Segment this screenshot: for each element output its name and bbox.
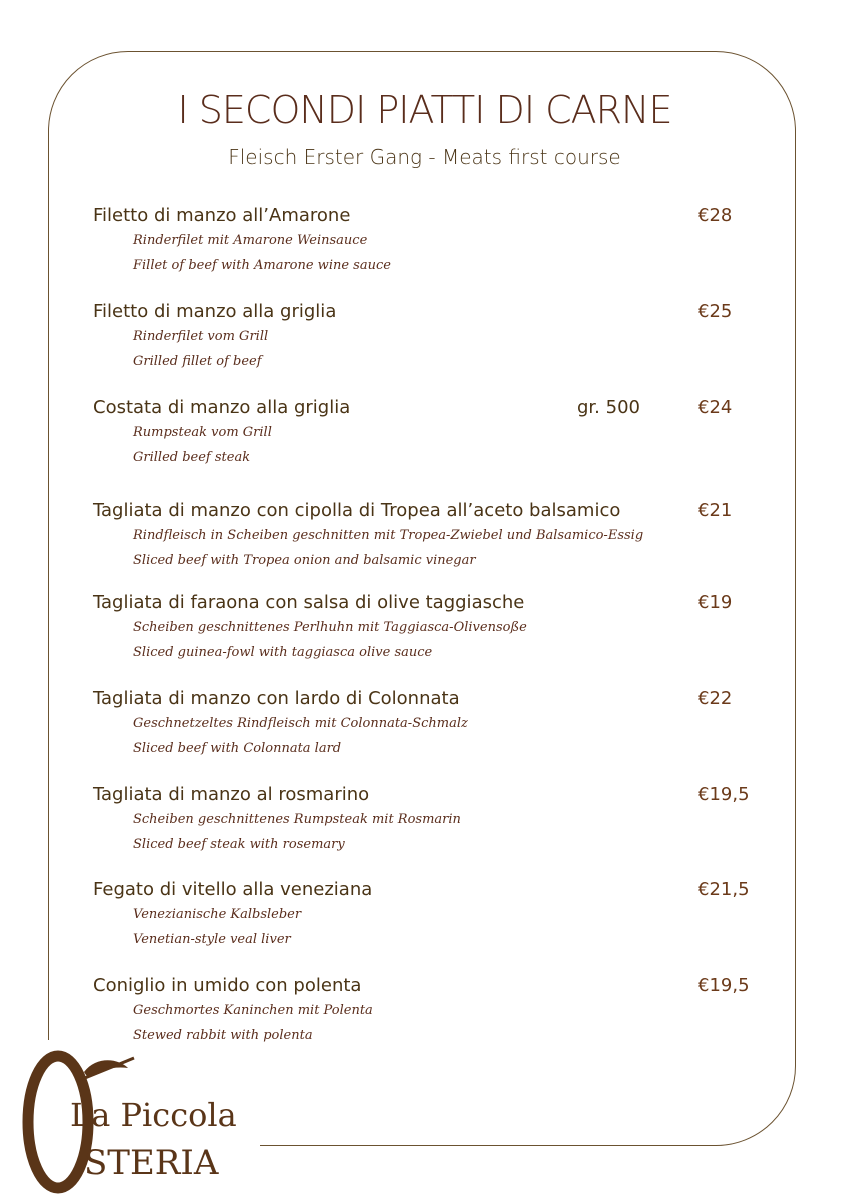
item-price: €19	[698, 592, 733, 613]
item-desc-de: Scheiben geschnittenes Perlhuhn mit Taggiasca-Olivensoße	[133, 620, 527, 635]
page-title: I SECONDI PIATTI DI CARNE	[177, 88, 672, 132]
logo-line1: La Piccola	[70, 1096, 237, 1134]
item-price: €24	[698, 397, 733, 418]
restaurant-logo	[18, 1046, 258, 1196]
item-price: €25	[698, 301, 733, 322]
item-name: Tagliata di manzo al rosmarino	[93, 784, 370, 805]
item-name: Coniglio in umido con polenta	[93, 975, 362, 996]
item-price: €19,5	[698, 975, 750, 996]
item-desc-de: Rinderfilet mit Amarone Weinsauce	[133, 233, 368, 248]
item-price: €22	[698, 688, 733, 709]
item-name: Costata di manzo alla griglia	[93, 397, 351, 418]
item-name: Filetto di manzo alla griglia	[93, 301, 337, 322]
item-desc-en: Sliced guinea-fowl with taggiasca olive sauce	[133, 645, 433, 660]
item-desc-de: Geschmortes Kaninchen mit Polenta	[133, 1003, 373, 1018]
item-desc-en: Sliced beef with Colonnata lard	[133, 741, 342, 756]
item-desc-de: Rinderfilet vom Grill	[133, 329, 269, 344]
item-desc-en: Fillet of beef with Amarone wine sauce	[133, 258, 391, 273]
item-desc-de: Rumpsteak vom Grill	[133, 425, 272, 440]
item-price: €28	[698, 205, 733, 226]
page-subtitle: Fleisch Erster Gang - Meats first course	[228, 145, 621, 169]
item-desc-en: Grilled beef steak	[133, 450, 251, 465]
item-desc-en: Sliced beef steak with rosemary	[133, 837, 345, 852]
item-name: Tagliata di manzo con cipolla di Tropea all’aceto balsamico	[93, 500, 621, 521]
item-desc-de: Geschnetzeltes Rindfleisch mit Colonnata-Schmalz	[133, 716, 468, 731]
item-desc-de: Venezianische Kalbsleber	[133, 907, 302, 922]
item-desc-en: Sliced beef with Tropea onion and balsamic vinegar	[133, 553, 476, 568]
item-desc-de: Scheiben geschnittenes Rumpsteak mit Rosmarin	[133, 812, 461, 827]
item-desc-de: Rindfleisch in Scheiben geschnitten mit Tropea-Zwiebel und Balsamico-Essig	[133, 528, 644, 543]
item-desc-en: Stewed rabbit with polenta	[133, 1028, 313, 1043]
item-name: Filetto di manzo all’Amarone	[93, 205, 351, 226]
item-price: €21	[698, 500, 733, 521]
item-desc-en: Venetian-style veal liver	[133, 932, 291, 947]
item-name: Fegato di vitello alla veneziana	[93, 879, 373, 900]
item-price: €19,5	[698, 784, 750, 805]
logo-line2: STERIA	[84, 1143, 219, 1183]
item-name: Tagliata di faraona con salsa di olive taggiasche	[93, 592, 525, 613]
item-price: €21,5	[698, 879, 750, 900]
item-weight: gr. 500	[577, 397, 640, 418]
item-desc-en: Grilled fillet of beef	[133, 354, 262, 369]
item-name: Tagliata di manzo con lardo di Colonnata	[93, 688, 460, 709]
